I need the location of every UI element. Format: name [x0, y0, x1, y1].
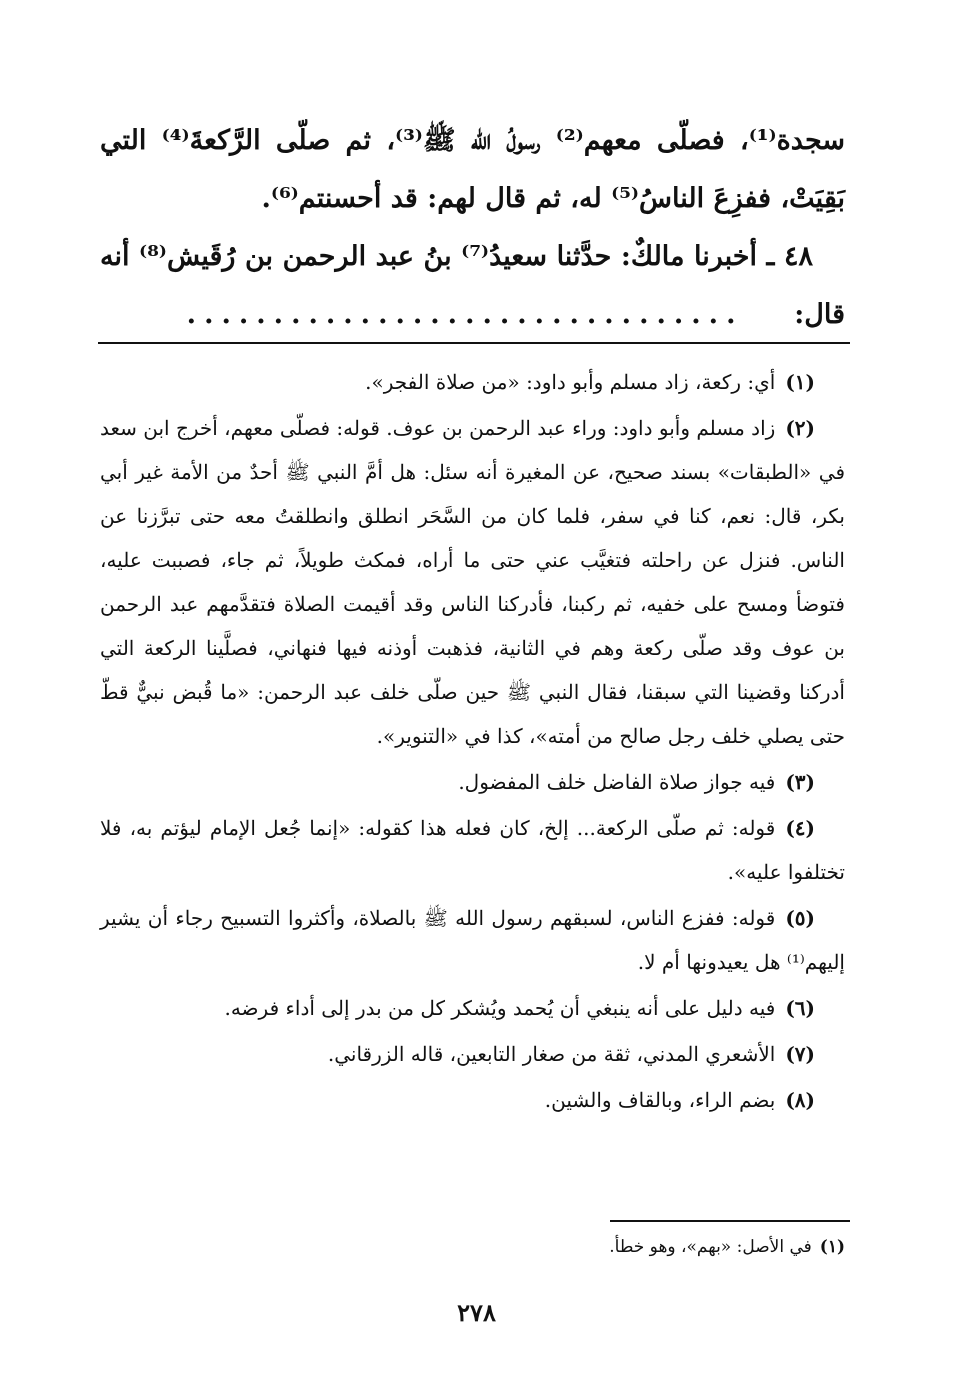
footnote-number: (٦): [785, 996, 815, 1020]
hadith-paragraph: [100, 228, 845, 344]
subnote-separator-rule: [610, 1220, 850, 1222]
footnote-number: (١): [785, 370, 815, 394]
separator-rule: [98, 342, 850, 344]
footnote-text: زاد مسلم وأبو داود: وراء عبد الرحمن بن عوف. قوله: فصلّى معهم، أخرج ابن سعد في «الطبقات» بسند صحيح، عن المغيرة أنه سئل: هل أمَّ النبي ﷺ أحدٌ من الأمة غير أبي بكر، قال: نعم، كنا في سفر، فلما كان من السَّحَر انطلق وانطلقتُ معه حتى تبرَّزنا عن الناس. فنزل عن راحلته فتغيَّب عني حتى ما أراه، فمكث طويلاً، ثم جاء، فصببت عليه، فتوضأ ومسح على خفيه، ثم ركبنا، فأدركنا الناس وقد أقيمت الصلاة فتقدَّمهم عبد الرحمن بن عوف وقد صلّى ركعة وهم في الثانية، فذهبت أوذنه فيها فنهاني، فصلَّينا الركعة التي أدركنا وقضينا التي سبقنا، فقال النبي ﷺ حين صلّى خلف عبد الرحمن: «ما قُبض نبيٌّ قطّ حتى يصلي خلف رجل صالح من أمته»، كذا في «التنوير».: [99, 416, 845, 748]
footnote: [100, 360, 845, 404]
footnote-number: (٤): [785, 816, 815, 840]
footnotes: [100, 360, 845, 1124]
sub-footnote: [300, 1232, 845, 1262]
footnote-number: (٣): [785, 770, 815, 794]
main-paragraph: سجدة⁽¹⁾، فصلّى معهم⁽²⁾ رسولُ الله ﷺ⁽³⁾، ثم صلّى الرَّكعةَ⁽⁴⁾ التي بَقِيَتْ، ففزِعَ الناسُ⁽⁵⁾ له، ثم قال لهم: قد أحسنتم⁽⁶⁾.: [100, 125, 846, 214]
footnote-text: قوله: ففزع الناس، لسبقهم رسول الله ﷺ بالصلاة، وأكثروا التسبيح رجاء أن يشير إليهم⁽¹⁾ هل يعيدونها أم لا.: [100, 906, 845, 974]
footnote-text: فيه دليل على أنه ينبغي أن يُحمد ويُشكر كل من بدر إلى أداء فرضه.: [224, 996, 776, 1020]
ellipsis-dots: ................................: [186, 299, 744, 330]
footnote-number: (٥): [785, 906, 815, 930]
footnote-text: فيه جواز صلاة الفاضل خلف المفضول.: [458, 770, 776, 794]
footnote: [100, 896, 845, 984]
footnote: [100, 806, 845, 894]
footnote-number: (٧): [785, 1042, 815, 1066]
footnote: [100, 1078, 845, 1122]
page-number: ٢٧٨: [457, 1298, 496, 1327]
footnote-text: بضم الراء، وبالقاف والشين.: [544, 1088, 776, 1112]
sub-footnote-number: (١): [819, 1237, 845, 1257]
footnote: [100, 1032, 845, 1076]
footnote-text: أي: ركعة، زاد مسلم وأبو داود: «من صلاة الفجر».: [365, 370, 776, 394]
footnote-text: قوله: ثم صلّى الركعة... إلخ، كان فعله هذا كقوله: «إنما جُعل الإمام ليؤتم به، فلا تختلفوا عليه».: [100, 816, 845, 884]
footnote-number: (٨): [785, 1088, 815, 1112]
footnote-number: (٢): [785, 416, 815, 440]
main-text: [100, 112, 845, 344]
footnote: [100, 986, 845, 1030]
hadith-text: ٤٨ ـ أخبرنا مالكٌ: حدَّثنا سعيدُ⁽⁷⁾ بنُ عبد الرحمن بن رُقَيش⁽⁸⁾ أنه قال:: [100, 241, 845, 330]
sub-footnote-text: في الأصل: «بهم»، وهو خطأ.: [609, 1237, 812, 1257]
footnote-text: الأشعري المدني، ثقة من صغار التابعين، قاله الزرقاني.: [327, 1042, 776, 1066]
footnote: [100, 760, 845, 804]
footnote: [100, 406, 845, 758]
